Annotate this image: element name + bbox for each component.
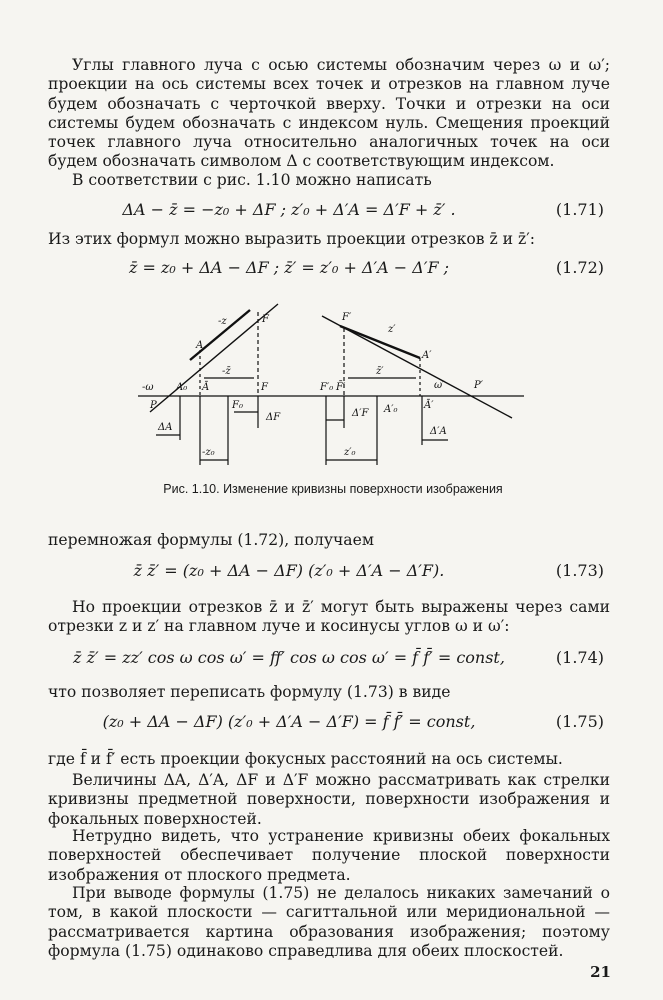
equation-1-73 (48, 561, 610, 585)
page-number: 21 (590, 963, 611, 981)
equation-formula: (z₀ + ΔA − ΔF) (z′₀ + Δ′A − Δ′F) = f̄ f̄′ = const, (102, 712, 476, 731)
equation-number: (1.75) (555, 712, 604, 731)
label-P-prime: P′ (474, 380, 483, 391)
label-Abar: Ā (202, 382, 210, 393)
label-omega-prime: ω′ (434, 380, 445, 391)
label-minus-zbar: -z̄ (222, 366, 231, 377)
equation-formula: z̄ z̄′ = zz′ cos ω cos ω′ = ff′ cos ω cos ω′ = f̄ f̄′ = const, (73, 648, 505, 667)
label-F-axis: F (261, 382, 268, 393)
equation-1-71 (48, 200, 610, 224)
label-A0-prime: A′₀ (384, 404, 398, 415)
figure-1-10 (130, 300, 530, 480)
equation-1-72 (48, 258, 610, 282)
label-minus-z: -z (218, 316, 227, 327)
paragraph-multiply: перемножая формулы (1.72), получаем (48, 531, 374, 549)
label-F0: F₀ (232, 400, 243, 411)
label-A0: A₀ (176, 382, 188, 393)
label-z-prime: z′ (388, 324, 396, 335)
label-F-prime: F′ (342, 312, 352, 323)
equation-number: (1.74) (555, 648, 604, 667)
equation-1-75 (48, 712, 610, 736)
figure-caption: Рис. 1.10. Изменение кривизны поверхности изображения (163, 482, 503, 496)
label-P: P (150, 400, 157, 411)
label-F: F (262, 314, 269, 325)
paragraph-elimination: Нетрудно видеть, что устранение кривизны обеих фокальных поверхностей обеспечивает получение плоской поверхности изображения от плоского предмета. (48, 827, 610, 884)
equation-1-74 (48, 648, 610, 672)
label-zbar-prime: z̄′ (376, 366, 384, 377)
paragraph-express: Из этих формул можно выразить проекции отрезков z̄ и z̄′: (48, 230, 535, 248)
equation-number: (1.71) (555, 200, 604, 219)
paragraph-intro: Углы главного луча с осью системы обозначим через ω и ω′; проекции на ось системы всех точек и отрезков на главном луче будем обозначать с черточкой вверху. Точки и отрезки на оси системы будем обозначать с индексом нуль. Смещения проекций точек главного луча относительно аналогичных точек на оси будем обозначать символом Δ с соответствующим индексом. (48, 56, 610, 171)
label-A: A (196, 340, 204, 351)
paragraph-projections: Но проекции отрезков z̄ и z̄′ могут быть выражены через сами отрезки z и z′ на главном луче и косинусы углов ω и ω′: (48, 598, 610, 636)
label-z0-prime: z′₀ (344, 447, 356, 458)
paragraph-correspondence: В соответствии с рис. 1.10 можно написать (72, 171, 432, 189)
equation-formula: ΔA − z̄ = −z₀ + ΔF ; z′₀ + Δ′A = Δ′F + z̄′ . (122, 200, 456, 219)
equation-formula: z̄ = z₀ + ΔA − ΔF ; z̄′ = z′₀ + Δ′A − Δ′F ; (128, 258, 450, 277)
label-omega: -ω (142, 382, 154, 393)
label-delta-F-prime: Δ′F (352, 408, 369, 419)
label-Abar-prime: Ā′ (424, 400, 434, 411)
paragraph-where: где f̄ и f̄′ есть проекции фокусных расстояний на ось системы. (48, 750, 563, 768)
label-F0-prime: F′₀ (320, 382, 334, 393)
label-delta-F: ΔF (266, 412, 281, 423)
label-A-prime: A′ (422, 350, 432, 361)
paragraph-derivation: При выводе формулы (1.75) не делалось никаких замечаний о том, в какой плоскости — сагиттальной или меридиональной — рассматривается картина образования изображения; поэтому формула (1.75) одинаково справедлива для обеих плоскостей. (48, 884, 610, 960)
label-minus-z0: -z₀ (202, 447, 215, 458)
label-delta-A: ΔA (158, 422, 173, 433)
paragraph-rewrite: что позволяет переписать формулу (1.73) в виде (48, 683, 451, 701)
equation-number: (1.73) (555, 561, 604, 580)
label-delta-A-prime: Δ′A (430, 426, 447, 437)
paragraph-quantities: Величины ΔA, Δ′A, ΔF и Δ′F можно рассматривать как стрелки кривизны предметной поверхности, поверхности изображения и фокальных поверхностей. (48, 771, 610, 828)
label-Fbar-prime: F̄′ (336, 382, 346, 393)
equation-formula: z̄ z̄′ = (z₀ + ΔA − ΔF) (z′₀ + Δ′A − Δ′F). (133, 561, 445, 580)
equation-number: (1.72) (555, 258, 604, 277)
